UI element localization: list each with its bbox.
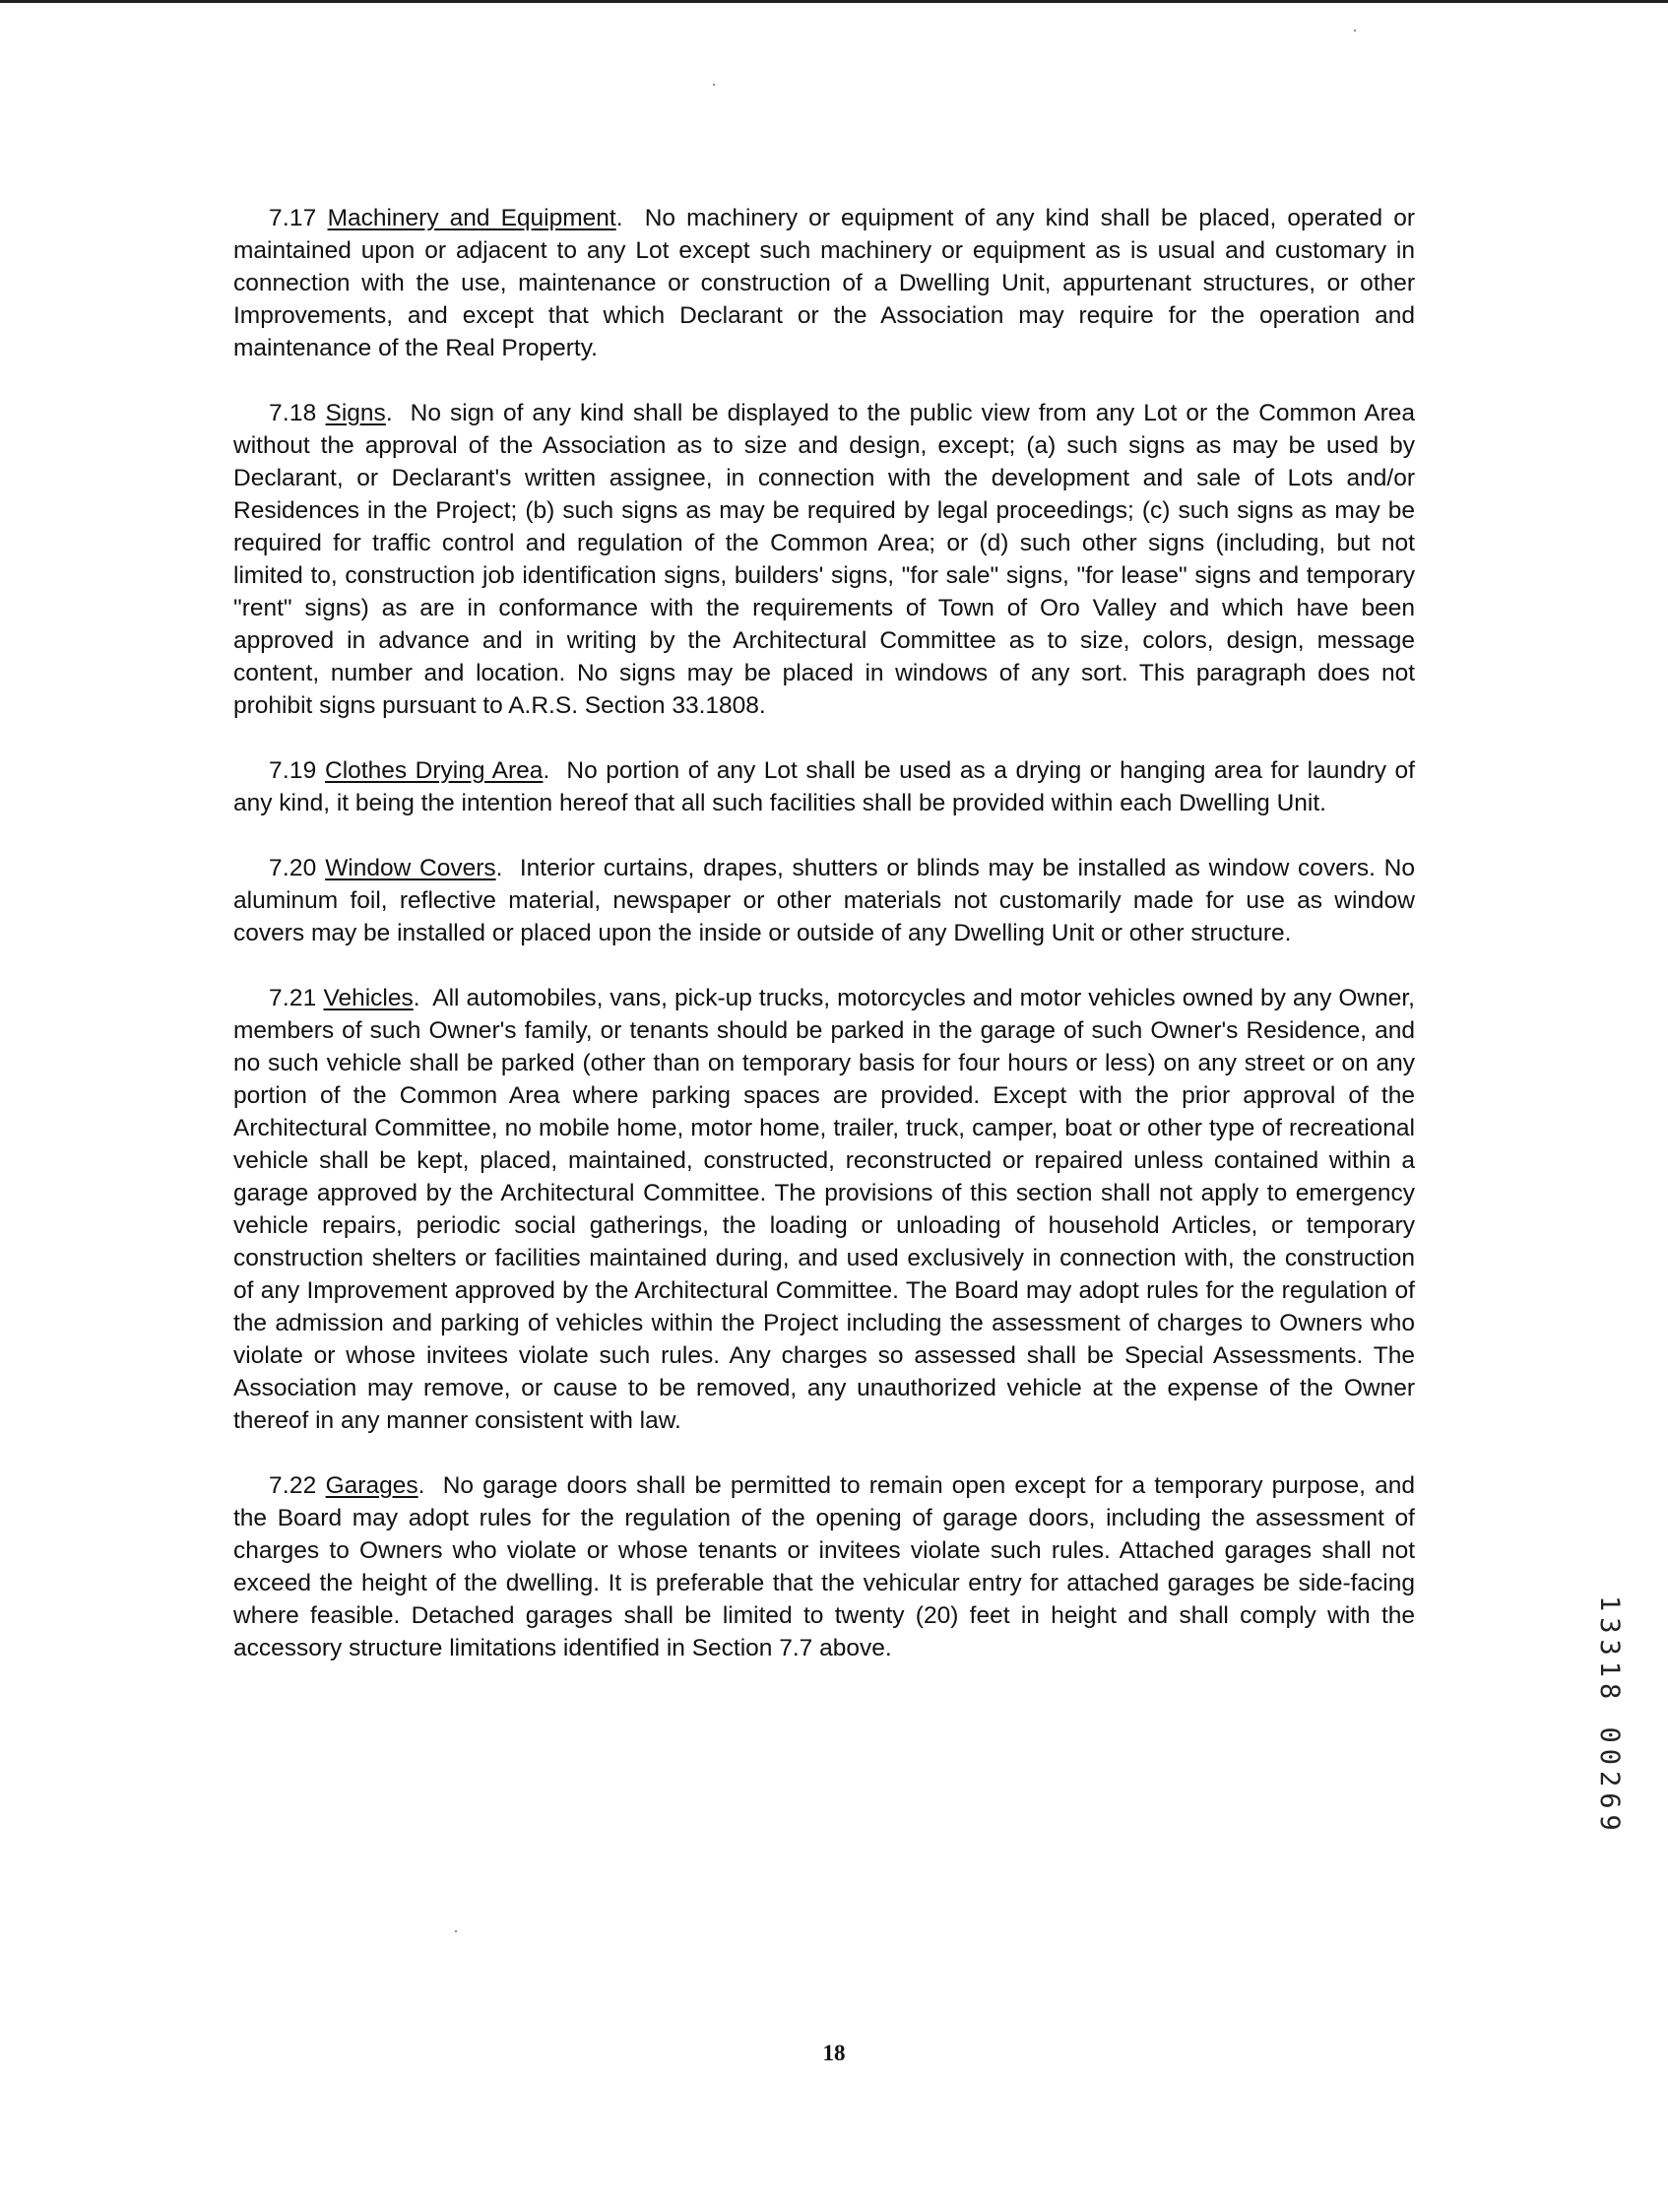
section-heading: Vehicles xyxy=(323,985,414,1011)
page-number: 18 xyxy=(822,2041,846,2065)
section-number: 7.19 xyxy=(269,757,317,784)
section-heading: Signs xyxy=(325,400,386,426)
section-7-22: 7.22 Garages. No garage doors shall be permitted to remain open except for a temporary purpose, and the Board may adopt rules for the regulation of the opening of garage doors, including the assessment of charges to Owners who violate or whose tenants or invitees violate such rules. Attached garages shall not exceed the height of the dwelling. It is preferable that the vehicular entry for attached garages be side-facing where feasible. Detached garages shall be limited to twenty (20) feet in height and shall comply with the accessory structure limitations identified in Section 7.7 above. xyxy=(233,1472,1416,1661)
recording-number: 13318 00269 xyxy=(1594,1595,1625,1837)
scan-speck xyxy=(455,1930,457,1932)
section-text: No portion of any Lot shall be used as a drying or hanging area for laundry of any kind, it being the intention hereof that all such facilities shall be provided within each Dwelling Unit. xyxy=(233,757,1415,816)
section-text: Interior curtains, drapes, shutters or blinds may be installed as window covers. No aluminum foil, reflective material, newspaper or other materials not customarily made for use as window covers may be installed or placed upon the inside or outside of any Dwelling Unit or other structure. xyxy=(233,855,1415,946)
section-text: No sign of any kind shall be displayed to the public view from any Lot or the Common Area without the approval of the Association as to size and design, except; (a) such signs as may be used by Declarant, or Declarant's written assignee, in connection with the development and sale of Lots and/or Residences in the Project; (b) such signs as may be required by legal proceedings; (c) such signs as may be required for traffic control and regulation of the Common Area; or (d) such other signs (including, but not limited to, construction job identification signs, builders' signs, "for sale" signs, "for lease" signs and temporary "rent" signs) as are in conformance with the requirements of Town of Oro Valley and which have been approved in advance and in writing by the Architectural Committee as to size, colors, design, message content, number and location. No signs may be placed in windows of any sort. This paragraph does not prohibit signs pursuant to A.R.S. Section 33.1808. xyxy=(233,400,1416,719)
section-7-21: 7.21 Vehicles. All automobiles, vans, pick-up trucks, motorcycles and motor vehicles owned by any Owner, members of such Owner's family, or tenants should be parked in the garage of such Owner's Residence, and no such vehicle shall be parked (other than on temporary basis for four hours or less) on any street or on any portion of the Common Area where parking spaces are provided. Except with the prior approval of the Architectural Committee, no mobile home, motor home, trailer, truck, camper, boat or other type of recreational vehicle shall be kept, placed, maintained, constructed, reconstructed or repaired unless contained within a garage approved by the Architectural Committee. The provisions of this section shall not apply to emergency vehicle repairs, periodic social gatherings, the loading or unloading of household Articles, or temporary construction shelters or facilities maintained during, and used exclusively in connection with, the construction of any Improvement approved by the Architectural Committee. The Board may adopt rules for the regulation of the admission and parking of vehicles within the Project including the assessment of charges to Owners who violate or whose invitees violate such rules. Any charges so assessed shall be Special Assessments. The Association may remove, or cause to be removed, any unauthorized vehicle at the expense of the Owner thereof in any manner consistent with law. xyxy=(233,985,1415,1434)
document-body xyxy=(233,202,1415,1697)
scan-top-edge xyxy=(0,0,1668,3)
section-text: No machinery or equipment of any kind shall be placed, operated or maintained upon or adjacent to any Lot except such machinery or equipment as is usual and customary in connection with the use, maintenance or construction of a Dwelling Unit, appurtenant structures, or other Improvements, and except that which Declarant or the Association may require for the operation and maintenance of the Real Property. xyxy=(233,205,1416,361)
section-7-20: 7.20 Window Covers. Interior curtains, drapes, shutters or blinds may be installed as window covers. No aluminum foil, reflective material, newspaper or other materials not customarily made for use as window covers may be installed or placed upon the inside or outside of any Dwelling Unit or other structure. xyxy=(233,855,1415,946)
section-number: 7.22 xyxy=(269,1472,317,1499)
section-7-18: 7.18 Signs. No sign of any kind shall be displayed to the public view from any Lot or the Common Area without the approval of the Association as to size and design, except; (a) such signs as may be used by Declarant, or Declarant's written assignee, in connection with the development and sale of Lots and/or Residences in the Project; (b) such signs as may be required by legal proceedings; (c) such signs as may be required for traffic control and regulation of the Common Area; or (d) such other signs (including, but not limited to, construction job identification signs, builders' signs, "for sale" signs, "for lease" signs and temporary "rent" signs) as are in conformance with the requirements of Town of Oro Valley and which have been approved in advance and in writing by the Architectural Committee as to size, colors, design, message content, number and location. No signs may be placed in windows of any sort. This paragraph does not prohibit signs pursuant to A.R.S. Section 33.1808. xyxy=(233,400,1416,719)
section-number: 7.20 xyxy=(269,855,317,881)
section-number: 7.18 xyxy=(269,400,317,426)
section-heading: Window Covers xyxy=(325,855,496,881)
scan-speck xyxy=(1354,30,1356,32)
section-heading: Machinery and Equipment xyxy=(327,205,616,231)
section-text: No garage doors shall be permitted to remain open except for a temporary purpose, and the Board may adopt rules for the regulation of the opening of garage doors, including the assessment of charges to Owners who violate or whose tenants or invitees violate such rules. Attached garages shall not exceed the height of the dwelling. It is preferable that the vehicular entry for attached garages be side-facing where feasible. Detached garages shall be limited to twenty (20) feet in height and shall comply with the accessory structure limitations identified in Section 7.7 above. xyxy=(233,1472,1416,1661)
scan-speck xyxy=(713,84,715,86)
section-number: 7.21 xyxy=(269,985,317,1011)
section-7-17: 7.17 Machinery and Equipment. No machinery or equipment of any kind shall be placed, operated or maintained upon or adjacent to any Lot except such machinery or equipment as is usual and customary in connection with the use, maintenance or construction of a Dwelling Unit, appurtenant structures, or other Improvements, and except that which Declarant or the Association may require for the operation and maintenance of the Real Property. xyxy=(233,205,1416,361)
section-number: 7.17 xyxy=(269,205,317,231)
section-heading: Clothes Drying Area xyxy=(325,757,544,784)
section-heading: Garages xyxy=(325,1472,418,1499)
section-7-19: 7.19 Clothes Drying Area. No portion of any Lot shall be used as a drying or hanging area for laundry of any kind, it being the intention hereof that all such facilities shall be provided within each Dwelling Unit. xyxy=(233,757,1415,816)
section-text: All automobiles, vans, pick-up trucks, motorcycles and motor vehicles owned by any Owner, members of such Owner's family, or tenants should be parked in the garage of such Owner's Residence, and no such vehicle shall be parked (other than on temporary basis for four hours or less) on any street or on any portion of the Common Area where parking spaces are provided. Except with the prior approval of the Architectural Committee, no mobile home, motor home, trailer, truck, camper, boat or other type of recreational vehicle shall be kept, placed, maintained, constructed, reconstructed or repaired unless contained within a garage approved by the Architectural Committee. The provisions of this section shall not apply to emergency vehicle repairs, periodic social gatherings, the loading or unloading of household Articles, or temporary construction shelters or facilities maintained during, and used exclusively in connection with, the construction of any Improvement approved by the Architectural Committee. The Board may adopt rules for the regulation of the admission and parking of vehicles within the Project including the assessment of charges to Owners who violate or whose invitees violate such rules. Any charges so assessed shall be Special Assessments. The Association may remove, or cause to be removed, any unauthorized vehicle at the expense of the Owner thereof in any manner consistent with law. xyxy=(233,985,1415,1434)
